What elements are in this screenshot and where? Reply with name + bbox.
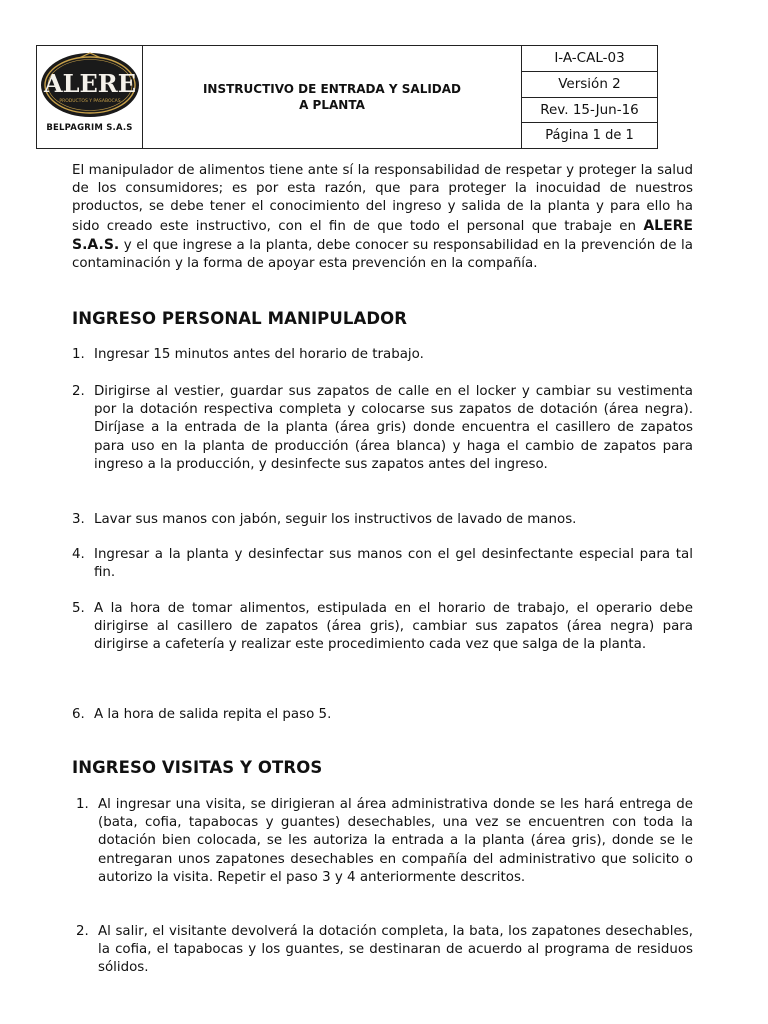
item-number: 4. — [72, 547, 85, 562]
svg-text:ALERE: ALERE — [43, 69, 136, 98]
item-text: Al ingresar una visita, se dirigieran al área administrativa donde se les hará entrega de (bata, cofia, tapabocas y guantes) desechables, una vez se encuentren con toda la dotación bien colocada, se les autoriza la entrada a la planta (área gris), donde se le entregaran unos zapatones desechables en compañía del administrativo que solicito o autorizo la visita. Repetir el paso 3 y 4 anteriormente descritos. — [98, 797, 693, 885]
list-item — [72, 600, 693, 655]
list-item — [72, 706, 693, 724]
document-code: I-A-CAL-03 — [522, 46, 657, 72]
item-text: A la hora de salida repita el paso 5. — [94, 707, 332, 722]
company-name: BELPAGRIM S.A.S — [46, 123, 133, 133]
section-heading-visitors: INGRESO VISITAS Y OTROS — [72, 758, 323, 777]
item-number: 2. — [72, 384, 85, 399]
page-number: Página 1 de 1 — [545, 128, 634, 144]
svg-text:PRODUCTOS Y PASABOCAS: PRODUCTOS Y PASABOCAS — [58, 99, 121, 104]
intro-text-2: y el que ingrese a la planta, debe conocer su responsabilidad en la prevención de la contaminación y la forma de apoyar esta prevención en la compañía. — [72, 237, 693, 272]
alere-logo — [39, 50, 141, 120]
list-item — [72, 346, 693, 364]
item-text: Ingresar a la planta y desinfectar sus manos con el gel desinfectante especial para tal fin. — [94, 547, 693, 581]
item-number: 1. — [76, 797, 89, 812]
item-text: Ingresar 15 minutos antes del horario de trabajo. — [94, 347, 424, 362]
list-item — [72, 546, 693, 582]
item-number: 5. — [72, 601, 85, 616]
list-item — [76, 796, 693, 887]
title-line-1: INSTRUCTIVO DE ENTRADA Y SALIDAD — [202, 82, 462, 96]
document-revision: Rev. 15-Jun-16 — [522, 98, 657, 124]
item-number: 2. — [76, 924, 89, 939]
title-line-2: A PLANTA — [299, 98, 365, 112]
document-header — [36, 45, 658, 149]
item-number: 3. — [72, 512, 85, 527]
document-version: Versión 2 — [522, 72, 657, 98]
section-heading-personal: INGRESO PERSONAL MANIPULADOR — [72, 309, 408, 328]
intro-text-1: El manipulador de alimentos tiene ante sí la responsabilidad de respetar y proteger la salud de los consumidores; es por esta razón, que para proteger la inocuidad de nuestros productos, se debe tener el conocimiento del ingreso y salida de la planta y para ello ha sido creado este instructivo, con el fin de que todo el personal que trabaje en — [72, 163, 693, 234]
item-text: A la hora de tomar alimentos, estipulada en el horario de trabajo, el operario debe dirigirse al casillero de zapatos (área gris), cambiar sus zapatos (área negra) para dirigirse a cafetería y realizar este procedimiento cada vez que salga de la planta. — [94, 601, 693, 653]
item-number: 6. — [72, 707, 85, 722]
document-meta — [522, 46, 657, 148]
item-text: Al salir, el visitante devolverá la dotación completa, la bata, los zapatones desechables, la cofia, el tapabocas y los guantes, se destinaran de acuerdo al programa de residuos sólidos. — [98, 924, 693, 976]
list-item — [72, 383, 693, 474]
intro-company: ALERE S.A.S. — [72, 217, 693, 253]
document-title — [143, 46, 522, 148]
list-item — [76, 923, 693, 978]
item-text: Dirigirse al vestier, guardar sus zapatos de calle en el locker y cambiar su vestimenta por la dotación respectiva completa y colocarse sus zapatos de dotación (área negra). Diríjase a la entrada de la planta (área gris) donde encuentra el casillero de zapatos para uso en la planta de producción (área blanca) y haga el cambio de zapatos para ingreso a la producción, y desinfecte sus zapatos antes del ingreso. — [94, 384, 693, 472]
list-item — [72, 511, 693, 529]
intro-paragraph — [72, 162, 693, 273]
logo-cell — [37, 46, 143, 148]
item-text: Lavar sus manos con jabón, seguir los instructivos de lavado de manos. — [94, 512, 577, 527]
item-number: 1. — [72, 347, 85, 362]
